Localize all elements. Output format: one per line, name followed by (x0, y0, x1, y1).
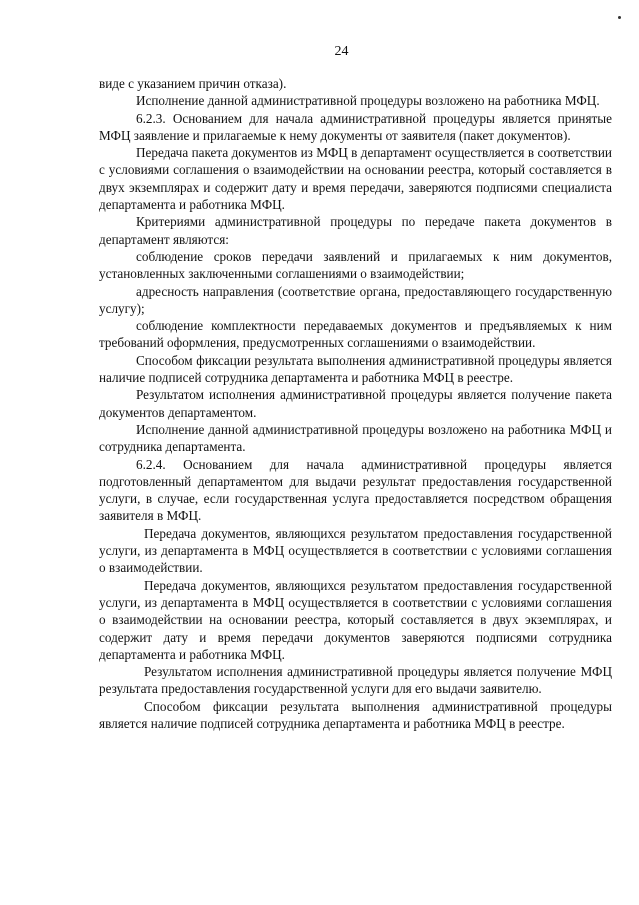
page-body (99, 75, 612, 732)
paragraph: виде с указанием причин отказа). (99, 76, 287, 91)
paragraph: соблюдение сроков передачи заявлений и прилагаемых к ним документов, установленных заключенными соглашениями о взаимодействии; (99, 248, 612, 282)
page-number: 24 (334, 44, 349, 59)
paragraph: Способом фиксации результата выполнения административной процедуры является наличие подписей сотрудника департамента и работника МФЦ в реестре. (99, 698, 612, 731)
paragraph: Результатом исполнения административной процедуры является получение пакета документов департаментом. (99, 387, 612, 420)
paragraph: Передача документов, являющихся результатом предоставления государственной услуги, из департамента в МФЦ осуществляется в соответствии с условиями соглашения о взаимодействии. (99, 525, 612, 576)
paragraph: соблюдение комплектности передаваемых документов и предъявляемых к ним требований оформления, предусмотренных соглашениями о взаимодействии. (99, 318, 612, 351)
paragraph: 6.2.3. Основанием для начала административной процедуры является принятые МФЦ заявление и прилагаемые к нему документы от заявителя (пакет документов). (99, 110, 612, 143)
paragraph: Передача документов, являющихся результатом предоставления государственной услуги, из департамента в МФЦ осуществляется в соответствии с условиями соглашения о взаимодействии на основании реестра, который составляется в двух экземплярах, и содержит дату и время передачи документов заверяются подписями сотрудника департамента и работника МФЦ. (99, 577, 612, 662)
paragraph: Результатом исполнения административной процедуры является получение МФЦ результата предоставления государственной услуги для его выдачи заявителю. (99, 664, 612, 697)
scan-mark (618, 16, 621, 19)
paragraph: Исполнение данной административной процедуры возложено на работника МФЦ. (136, 93, 600, 109)
paragraph: 6.2.4. Основанием для начала административной процедуры является подготовленный департаментом для выдачи результат предоставления государственной услуги, в случае, если государственная услуга предоставляется посредством обращения заявителя в МФЦ. (99, 456, 612, 524)
paragraph: Критериями административной процедуры по передаче пакета документов в департамент являются: (99, 214, 612, 247)
paragraph: Исполнение данной административной процедуры возложено на работника МФЦ и сотрудника департамента. (99, 421, 612, 455)
paragraph: адресность направления (соответствие органа, предоставляющего государственную услугу); (99, 283, 612, 316)
paragraph: Передача пакета документов из МФЦ в департамент осуществляется в соответствии с условиями соглашения о взаимодействии на основании реестра, который составляется в двух экземплярах и содержит дату и время передачи, заверяются подписями специалиста департамента и работника МФЦ. (99, 145, 612, 213)
paragraph: Способом фиксации результата выполнения административной процедуры является наличие подписей сотрудника департамента и работника МФЦ в реестре. (99, 352, 612, 386)
